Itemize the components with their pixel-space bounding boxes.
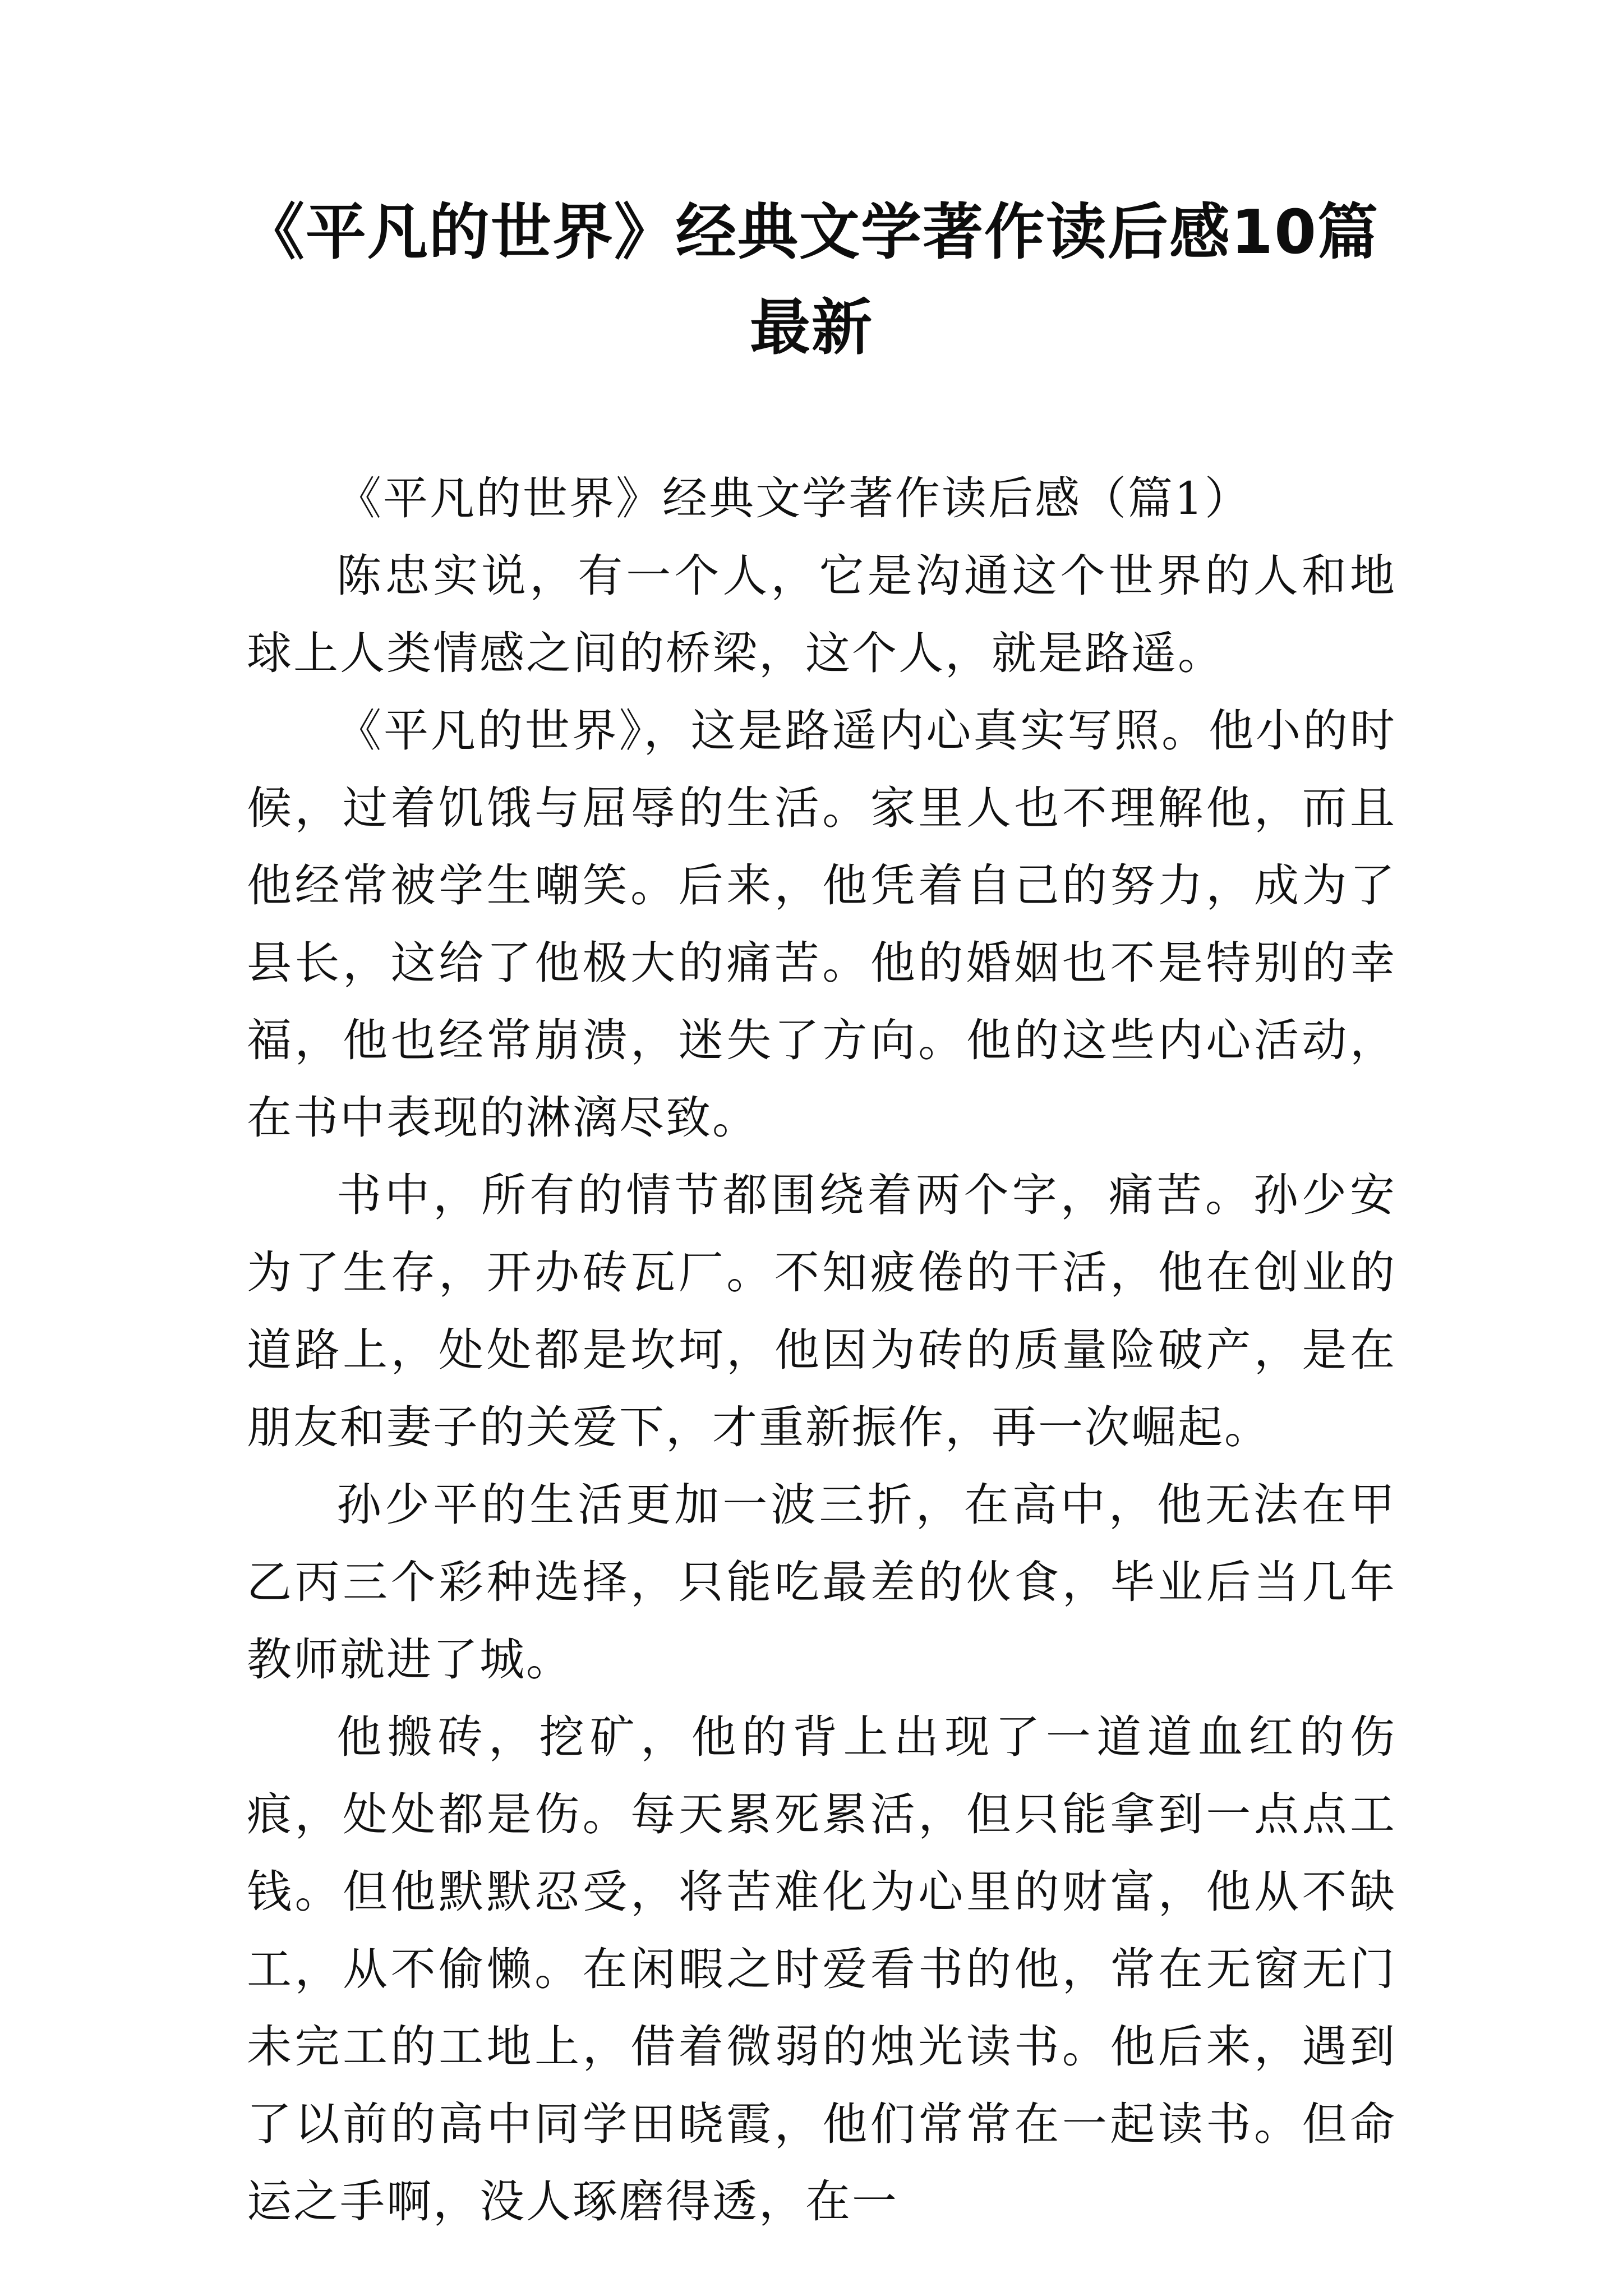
paragraph: 孙少平的生活更加一波三折，在高中，他无法在甲乙丙三个彩种选择，只能吃最差的伙食，毕业后当几年教师就进了城。 (247, 1479, 1396, 1686)
paragraph: 书中，所有的情节都围绕着两个字，痛苦。孙少安为了生存，开办砖瓦厂。不知疲倦的干活，他在创业的道路上，处处都是坎坷，他因为砖的质量险破产，是在朋友和妻子的关爱下，才重新振作，再一次崛起。 (247, 1169, 1396, 1453)
document-body (247, 460, 1396, 2240)
paragraph: 陈忠实说，有一个人，它是沟通这个世界的人和地球上人类情感之间的桥梁，这个人，就是路遥。 (247, 550, 1396, 679)
paragraph: 他搬砖，挖矿，他的背上出现了一道道血红的伤痕，处处都是伤。每天累死累活，但只能拿到一点点工钱。但他默默忍受，将苦难化为心里的财富，他从不缺工，从不偷懒。在闲暇之时爱看书的他，常在无窗无门未完工的工地上，借着微弱的烛光读书。他后来，遇到了以前的高中同学田晓霞，他们常常在一起读书。但命运之手啊，没人琢磨得透，在一 (247, 1711, 1396, 2228)
section-heading: 《平凡的世界》经典文学著作读后感（篇1） (336, 472, 1251, 524)
paragraph: 《平凡的世界》，这是路遥内心真实写照。他小的时候，过着饥饿与屈辱的生活。家里人也不理解他，而且他经常被学生嘲笑。后来，他凭着自己的努力，成为了县长，这给了他极大的痛苦。他的婚姻也不是特别的幸福，他也经常崩溃，迷失了方向。他的这些内心活动，在书中表现的淋漓尽致。 (247, 705, 1396, 1144)
document-title: 《平凡的世界》经典文学著作读后感10篇最新 (243, 197, 1380, 363)
